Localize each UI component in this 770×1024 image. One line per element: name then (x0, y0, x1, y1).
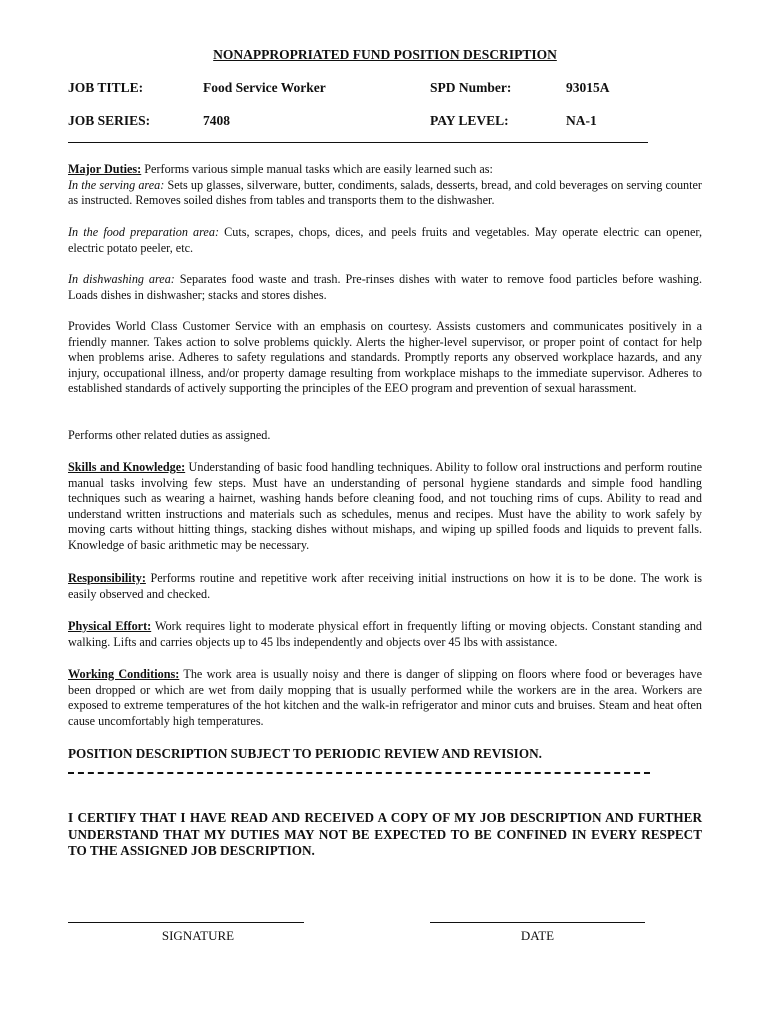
certification-statement: I CERTIFY THAT I HAVE READ AND RECEIVED A COPY OF MY JOB DESCRIPTION AND FURTHER UNDERSTAND THAT MY DUTIES MAY NOT BE EXPECTED TO BE CONFINED IN EVERY RESPECT TO THE ASSIGNED JOB DESCRIPTION. (68, 810, 702, 858)
responsibility-section (68, 571, 702, 602)
major-duties-intro: Performs various simple manual tasks which are easily learned such as: (141, 162, 493, 176)
responsibility-text: Performs routine and repetitive work after receiving initial instructions on how it is to be done. The work is easily observed and checked. (68, 571, 702, 601)
job-series-value: 7408 (203, 113, 230, 128)
responsibility-heading: Responsibility: (68, 571, 146, 585)
customer-service-paragraph: Provides World Class Customer Service with an emphasis on courtesy. Assists customers and communicates positively in a friendly manner. Takes action to solve problems quickly. Alerts the higher-level supervisor, or proper point of contact for help when problems arise. Adheres to safety regulations and standards. Promptly reports any observed workplace hazards, and any injury, occupational illness, and/or property damage resulting from workplace mishaps to the immediate supervisor. Adheres to established standards of actively supporting the principles of the EEO program and prevention of sexual harassment. (68, 319, 702, 396)
job-series-label: JOB SERIES: (68, 113, 151, 128)
spd-number-value: 93015A (566, 80, 610, 95)
job-title-value: Food Service Worker (203, 80, 326, 95)
working-conditions-section (68, 667, 702, 729)
physical-effort-section (68, 619, 702, 650)
spd-number-label: SPD Number: (430, 80, 512, 95)
food-prep-text: Cuts, scrapes, chops, dices, and peels fruits and vegetables. May operate electric can opener, electric potato peeler, etc. (68, 225, 702, 255)
serving-area-text: Sets up glasses, silverware, butter, condiments, salads, desserts, bread, and cold beverages on serving counter as instructed. Removes soiled dishes from tables and transports them to the dishwasher. (68, 177, 702, 208)
signature-label: SIGNATURE (161, 928, 235, 943)
pay-level-label: PAY LEVEL: (430, 113, 509, 128)
food-prep-label: In the food preparation area: (68, 225, 219, 239)
physical-effort-text: Work requires light to moderate physical effort in frequently lifting or moving objects. Constant standing and walking. Lifts and carries objects up to 45 lbs independently and objects over 45 lbs with assistance. (68, 619, 703, 649)
date-line (430, 922, 645, 923)
dishwashing-text: Separates food waste and trash. Pre-rinses dishes with water to remove food particles before washing. Loads dishes in dishwasher; stacks and stores dishes. (68, 272, 702, 302)
review-notice: POSITION DESCRIPTION SUBJECT TO PERIODIC REVIEW AND REVISION. (68, 746, 542, 761)
date-label: DATE (520, 928, 555, 943)
dishwashing-label: In dishwashing area: (68, 272, 175, 286)
header-divider (68, 142, 648, 143)
dashed-divider (68, 772, 650, 774)
working-conditions-text: The work area is usually noisy and there is danger of slipping on floors where food or beverages have been dropped or which are wet from daily mopping that is usually performed while the workers are in the area. Workers are exposed to extreme temperatures of the hot kitchen and the walk-in refrigerator and minor cuts and bruises. Steam and heat often cause uncomfortably high temperatures. (68, 667, 702, 728)
document-title: NONAPPROPRIATED FUND POSITION DESCRIPTION (213, 47, 557, 62)
major-duties-heading: Major Duties: (68, 162, 142, 176)
working-conditions-heading: Working Conditions: (68, 667, 180, 681)
job-title-label: JOB TITLE: (68, 80, 144, 95)
pay-level-value: NA-1 (566, 113, 597, 128)
food-prep-paragraph (68, 225, 702, 256)
skills-heading: Skills and Knowledge: (68, 460, 186, 474)
other-duties-paragraph: Performs other related duties as assigned. (68, 428, 271, 442)
dishwashing-paragraph (68, 272, 702, 303)
skills-section (68, 460, 702, 554)
major-duties-section (68, 162, 702, 209)
signature-line (68, 922, 304, 923)
skills-text: Understanding of basic food handling techniques. Ability to follow oral instructions and perform routine manual tasks involving few steps. Must have an understanding of personal hygiene standards and simple food handling techniques such as wearing a hairnet, washing hands before cleaning food, and not touching rims of cups. Ability to read and understand written instructions and materials such as schedules, menus and recipes. Must have the ability to work safely by moving carts without hitting things, stacking dishes without mishaps, and wiping up spilled foods and liquids to prevent falls. Knowledge of basic arithmetic may be necessary. (68, 460, 702, 552)
serving-area-label: In the serving area: (68, 177, 165, 192)
physical-effort-heading: Physical Effort: (68, 619, 152, 633)
